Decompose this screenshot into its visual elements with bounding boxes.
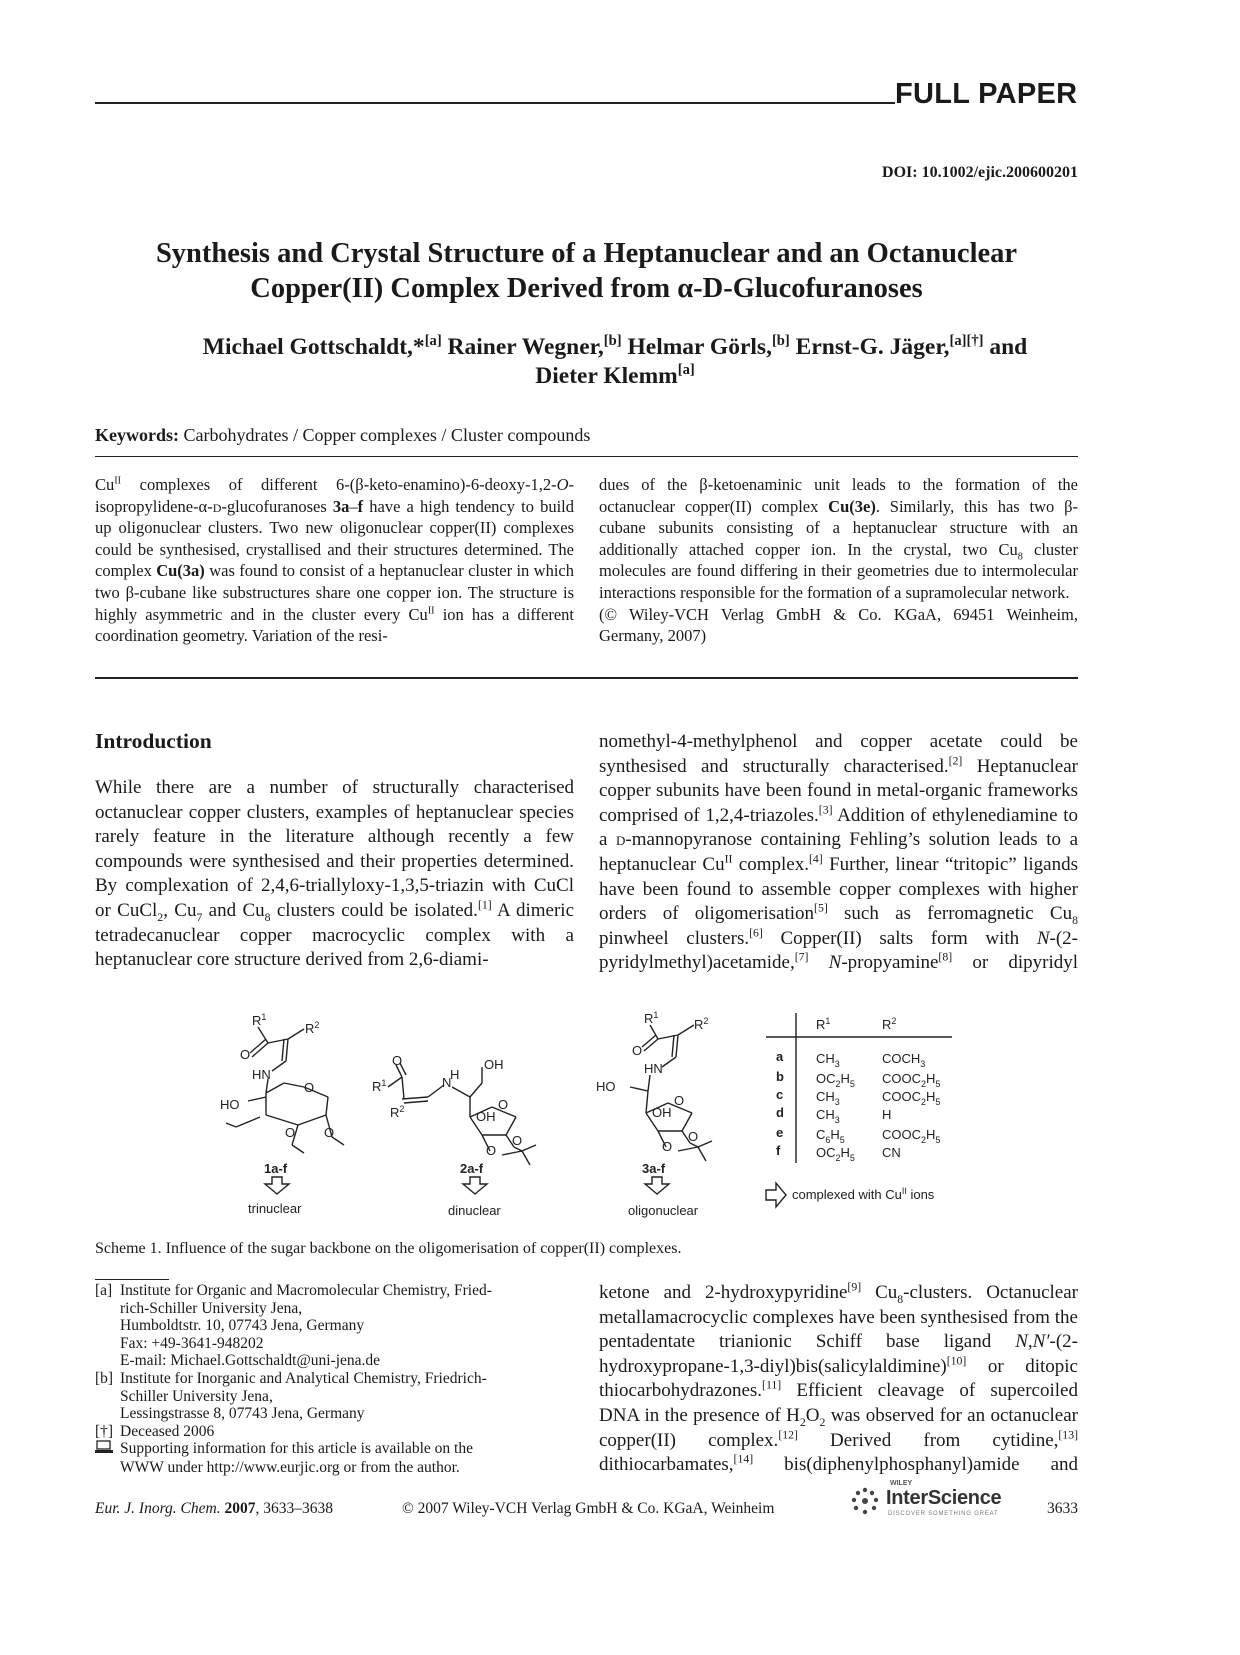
svg-text:O: O: [498, 1097, 509, 1112]
paper-title: Synthesis and Crystal Structure of a Heptanuclear and an Octanuclear Copper(II) Complex Derived from α-D-Glucofuranoses: [155, 238, 1018, 304]
svg-text:O: O: [285, 1125, 296, 1140]
svg-text:H: H: [450, 1067, 460, 1082]
svg-text:d: d: [776, 1105, 784, 1120]
scheme-legend: complexed with $Cu^{II}$ ions: [792, 1186, 935, 1202]
compound-label: 1a-f: [264, 1161, 288, 1176]
interscience-logo: WILEY InterScience DISCOVER SOMETHING GREAT: [850, 1480, 1010, 1520]
svg-text:OH: OH: [476, 1109, 496, 1124]
svg-text:a: a: [776, 1049, 784, 1064]
svg-text:COOC2H5: $COOC_2H_5$: [882, 1127, 941, 1145]
compound-label: 3a-f: [642, 1161, 666, 1176]
affiliation-a: [a] Institute for Organic and Macromolecular Chemistry, Fried- rich-Schiller University Jena, Humboldtstr. 10, 07743 Jena, Germany Fax: +49-3641-948202 E-mail: Michael.Gottschaldt@uni-jena.de [b] Institute for Inorganic and Analytical Chemistry, Friedrich- Schiller University Jena, Lessingstrasse 8, 07743 Jena, Germany [†] Deceased 2006 Supporting information for this article is available on the WWW under http://www.eurjic.org or from the author.: [95, 1282, 574, 1477]
svg-text:O: O: [304, 1080, 315, 1095]
author: Rainer Wegner,: [447, 334, 604, 360]
author: Dieter Klemm: [535, 363, 678, 389]
email-link[interactable]: E-mail: Michael.Gottschaldt@uni-jena.de: [120, 1352, 381, 1370]
svg-text:COCH3: $COCH_3$: [882, 1051, 926, 1069]
doi: DOI: 10.1002/ejic.200600201: [882, 164, 1078, 181]
author: Michael Gottschaldt,*: [202, 334, 425, 360]
table-header: $R^2$: [882, 1016, 897, 1032]
arrow-down-icon: [645, 1177, 669, 1194]
svg-text:R1: $R^1$: [372, 1078, 387, 1094]
svg-text:O: O: [240, 1047, 251, 1062]
svg-text:OH: OH: [484, 1057, 504, 1072]
svg-text:f: f: [776, 1143, 781, 1158]
svg-text:OC2H5: $OC_2H_5$: [816, 1071, 855, 1089]
structure-2a-f: [388, 1063, 536, 1165]
author: Ernst-G. Jäger,: [795, 334, 950, 360]
svg-text:HO: HO: [596, 1079, 616, 1094]
page-number: 3633: [1047, 1500, 1078, 1517]
svg-text:CH3: $CH_3$: [816, 1051, 840, 1069]
svg-text:R2: $R^2$: [305, 1020, 320, 1036]
svg-text:O: O: [392, 1053, 403, 1068]
scheme-caption: Scheme 1. Influence of the sugar backbone on the oligomerisation of copper(II) complexes.: [95, 1240, 682, 1257]
section-label: FULL PAPER: [895, 78, 1078, 110]
svg-text:R2: $R^2$: [390, 1104, 405, 1120]
arrow-down-icon: [265, 1177, 289, 1194]
svg-text:CN: CN: [882, 1145, 901, 1160]
journal-citation: Eur. J. Inorg. Chem. 2007, 3633–3638: [95, 1500, 333, 1517]
svg-text:C6H5: $C_6H_5$: [816, 1127, 845, 1145]
outcome-label: oligonuclear: [628, 1203, 699, 1218]
svg-text:e: e: [776, 1125, 784, 1140]
substituent-table: [776, 1016, 940, 1163]
svg-text:b: b: [776, 1069, 784, 1084]
abstract-rule: [95, 677, 1078, 679]
abstract-left: $Cu^{II}$ complexes of different 6-(β-keto-enamino)-6-deoxy-1,2-O-isopropylidene-α-d-glucofuranoses 3a–f have a high tendency to build up oligonuclear clusters. Two new oligonuclear copper(II) complexes could be synthesised, crystallised and their structures determined. The complex Cu(3a) was found to consist of a heptanuclear cluster in which two β-cubane like substructures share one copper ion. The structure is highly asymmetric and in the cluster every $Cu^{II}$ ion has a different coordination geometry. Variation of the resi-: [95, 475, 575, 646]
header-rule: [95, 102, 895, 104]
svg-text:HN: HN: [644, 1061, 663, 1076]
outcome-label: trinuclear: [248, 1201, 302, 1216]
svg-text:O: O: [512, 1133, 523, 1148]
body-right-continued: ketone and 2-hydroxypyridine[9] $Cu_8$-clusters. Octanuclear metallamacrocyclic complexes have been synthesised from the pentadentate trianionic Schiff base ligand N,N′-(2-hydroxypropane-1,3-diyl)bis(salicylaldimine)[10] or ditopic thiocarbohydrazones.[11] Efficient cleavage of supercoiled DNA in the presence of $H_2O_2$ was observed for an octanuclear copper(II) complex.[12] Derived from cytidine,[13] dithiocarbamates,[14] bis(diphenylphosphanyl)amide and: [599, 1280, 1078, 1476]
arrow-down-icon: [463, 1177, 487, 1194]
svg-text:R2: $R^2$: [694, 1016, 709, 1032]
abstract-right: dues of the β-ketoenaminic unit leads to the formation of the octanuclear copper(II) complex Cu(3e). Similarly, this has two β-cubane subunits consisting of a heptanuclear structure with an additionally attached copper ion. In the crystal, two $Cu_8$ cluster molecules are found differing in their geometries due to intermolecular interactions responsible for the formation of a supramolecular network. (© Wiley-VCH Verlag GmbH & Co. KGaA, 69451 Weinheim, Germany, 2007): [599, 475, 1078, 646]
globe-icon: [850, 1486, 880, 1516]
intro-left: While there are a number of structurally characterised octanuclear copper clusters, examples of heptanuclear species rarely feature in the literature although recently a few compounds were synthesised and their properties determined. By complexation of 2,4,6-triallyloxy-1,3,5-triazin with CuCl or CuCl$_2$, $Cu_7$ and $Cu_8$ clusters could be isolated.[1] A dimeric tetradecanuclear copper macrocyclic complex with a heptanuclear core structure derived from 2,6-diami-: [95, 777, 575, 971]
svg-text:COOC2H5: $COOC_2H_5$: [882, 1089, 941, 1107]
svg-text:O: O: [662, 1139, 673, 1154]
svg-text:CH3: $CH_3$: [816, 1089, 840, 1107]
footnote-rule: [95, 1279, 169, 1280]
arrow-right-icon: [766, 1183, 786, 1207]
svg-text:N: N: [442, 1075, 452, 1090]
svg-text:O: O: [486, 1143, 497, 1158]
svg-text:OH: OH: [652, 1105, 672, 1120]
svg-text:R1: $R^1$: [644, 1010, 659, 1026]
svg-text:O: O: [688, 1129, 699, 1144]
scheme-figure: [200, 995, 970, 1225]
compound-label: 2a-f: [460, 1161, 484, 1176]
svg-text:HN: HN: [252, 1067, 271, 1082]
intro-right: nomethyl-4-methylphenol and copper acetate could be synthesised and structurally characterised.[2] Heptanuclear copper subunits have been found in metal-organic frameworks comprised of 1,2,4-triazoles.[3] Addition of ethylenediamine to a d-mannopyranose containing Fehling’s solution leads to a heptanuclear $Cu^{II}$ complex.[4] Further, linear “tritopic” ligands have been found to assemble copper complexes with higher orders of oligomerisation[5] such as ferromagnetic $Cu_8$ pinwheel clusters.[6] Copper(II) salts form with N-(2-pyridylmethyl)acetamide,[7] N-propyamine[8] or dipyridyl: [599, 731, 1079, 974]
scheme-atom-labels: [220, 1010, 708, 1158]
svg-text:CH3: $CH_3$: [816, 1107, 840, 1125]
table-header: $R^1$: [816, 1016, 831, 1032]
svg-text:O: O: [632, 1043, 643, 1058]
svg-text:R1: $R^1$: [252, 1012, 267, 1028]
svg-text:COOC2H5: $COOC_2H_5$: [882, 1071, 941, 1089]
svg-text:OC2H5: $OC_2H_5$: [816, 1145, 855, 1163]
author-list: Michael Gottschaldt,*[a] Rainer Wegner,[b] Helmar Görls,[b] Ernst-G. Jäger,[a][†] and Dieter Klemm[a]: [202, 333, 1028, 389]
section-heading: Introduction: [95, 729, 212, 753]
keywords-rule: [95, 456, 1078, 457]
outcome-label: dinuclear: [448, 1203, 501, 1218]
supporting-info-link[interactable]: WWW under http://www.eurjic.org or from the author.: [120, 1458, 460, 1476]
svg-text:H: H: [882, 1107, 892, 1122]
svg-text:O: O: [324, 1125, 335, 1140]
svg-text:HO: HO: [220, 1097, 240, 1112]
keywords: Keywords: Carbohydrates / Copper complexes / Cluster compounds: [95, 425, 591, 445]
author: Helmar Görls,: [627, 334, 772, 360]
svg-text:O: O: [674, 1093, 685, 1108]
svg-text:c: c: [776, 1087, 784, 1102]
footer-copyright: © 2007 Wiley-VCH Verlag GmbH & Co. KGaA, Weinheim: [402, 1500, 775, 1517]
computer-icon: [95, 1440, 120, 1459]
